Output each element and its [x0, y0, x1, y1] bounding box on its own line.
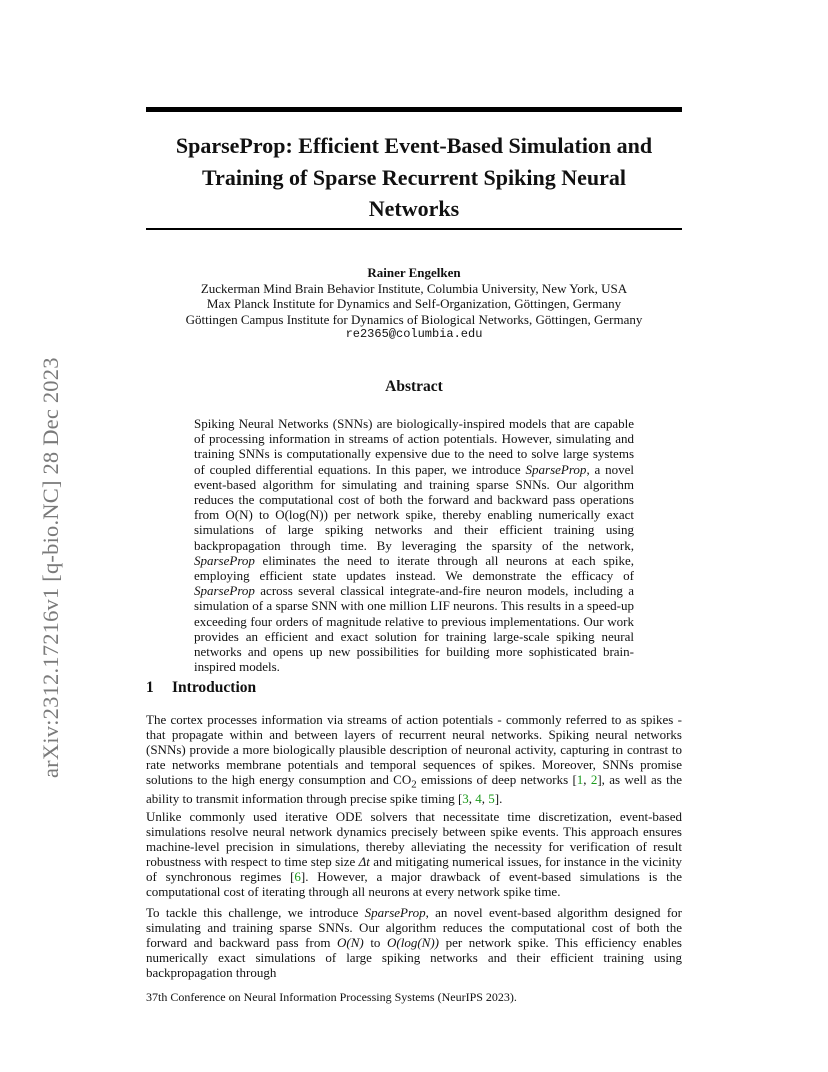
citation-link[interactable]: 1 [576, 771, 584, 787]
citation-link[interactable]: 3 [462, 791, 469, 807]
abstract-text [194, 416, 634, 674]
abstract-text-run: , a novel event-based algorithm for simulating and training sparse SNNs. Our algorithm reduces the computational cost of both the forward and backward pass operations from O(N) to O(log(N)) per network spike, thereby enabling numerically exact simulations of large spiking networks and their efficient training using backpropagation through time. By leveraging the sparsity of the network, [194, 461, 635, 553]
method-name: SparseProp [194, 583, 255, 599]
paragraph-text-run: To tackle this challenge, we introduce [146, 905, 365, 920]
math-expression: O(log(N)) [387, 934, 440, 950]
conference-footnote: 37th Conference on Neural Information Processing Systems (NeurIPS 2023). [146, 990, 517, 1004]
paragraph-text-run: The cortex processes information via streams of action potentials - commonly referred to as spikes - that propagate within and between layers of recurrent neural networks. Spiking neural networks (SNNs) provide a more biologically plausible description of neuronal activity, capturing in contrast to rate networks membrane potentials and temporal sequences of spikes. Moreover, SNNs promise solutions to the high energy consumption and CO [146, 712, 682, 787]
author-affiliation: Göttingen Campus Institute for Dynamics of Biological Networks, Göttingen, Germany [185, 311, 643, 327]
section-heading-introduction [146, 679, 682, 697]
paragraph-text-run: per network spike. This efficiency enables numerically exact simulations of large spiking networks and their efficient training using backpropagation through [146, 934, 682, 980]
title-line: SparseProp: Efficient Event-Based Simulation and [175, 133, 653, 158]
citation-link[interactable]: 6 [294, 868, 301, 884]
abstract-text-run: across several classical integrate-and-fire neuron models, including a simulation of a sparse SNN with one million LIF neurons. This results in a speed-up exceeding four orders of magnitude relative to previous implementations. Our work provides an efficient and exact solution for training large-scale spiking neural networks and opens up new possibilities for building more sophisticated brain-inspired models. [194, 583, 634, 675]
intro-paragraph [146, 810, 682, 899]
intro-paragraph: The cortex processes information via streams of action potentials - commonly referred to as spikes - that propagate within and between layers of recurrent neural networks. Spiking neural networks (SNNs) provide a more biologically plausible description of neuronal activity, capturing in contrast to rate networks membrane potentials and temporal sequences of spikes. Moreover, SNNs promise solutions to the high energy consumption and $CO_2$ emissions of deep networks [1, 2], as well as the ability to transmit information through precise spike timing [3, 4, 5]. [146, 712, 683, 807]
title-line: Networks [368, 196, 460, 221]
author-email[interactable]: re2365@columbia.edu [345, 327, 483, 342]
title-line: Training of Sparse Recurrent Spiking Neural [202, 164, 626, 190]
intro-paragraph [146, 906, 682, 981]
math-expression: O(N) [337, 934, 364, 950]
subscript: 2 [411, 778, 417, 791]
math-expression: Δt [358, 853, 370, 869]
method-name: SparseProp [194, 552, 255, 568]
title-rule-bottom [146, 228, 682, 230]
section-title: Introduction [172, 679, 257, 696]
citation-link[interactable]: 5 [488, 791, 495, 807]
method-name: SparseProp [364, 905, 426, 920]
citation-link[interactable]: 4 [475, 791, 482, 807]
author-affiliation: Max Planck Institute for Dynamics and Self-Organization, Göttingen, Germany [206, 296, 622, 312]
author-affiliation: Zuckerman Mind Brain Behavior Institute, Columbia University, New York, USA [200, 280, 628, 296]
method-name: SparseProp [525, 461, 587, 477]
paragraph-text-run: emissions of deep networks [ [416, 771, 577, 787]
paragraph-text-run: ], as well as the ability to transmit information through precise spike timing [ [146, 771, 683, 807]
author-name: Rainer Engelken [367, 265, 461, 280]
title-rule-top [146, 107, 682, 112]
arxiv-identifier: arXiv:2312.17216v1 [q-bio.NC] 28 Dec 2023 [38, 357, 63, 778]
paragraph-text-run: ]. [494, 791, 503, 807]
paragraph-text-run: Unlike commonly used iterative ODE solvers that necessitate time discretization, event-based simulations resolve neural network dynamics precisely between spike events. This approach ensures machine-level precision in simulations, thereby alleviating the necessity for verification of result robustness with respect to time step size [146, 809, 682, 869]
abstract-text-run: Spiking Neural Networks (SNNs) are biologically-inspired models that are capable of processing information in streams of action potentials. However, simulating and training SNNs is computationally expensive due to the need to solve large systems of coupled differential equations. In this paper, we introduce [194, 416, 634, 477]
citation-link[interactable]: 2 [590, 771, 598, 787]
abstract-text-run: eliminates the need to iterate through all neurons at each spike, employing efficient state updates instead. We demonstrate the efficacy of [194, 552, 634, 584]
paragraph-text-run: ]. However, a major drawback of event-based simulations is the computational cost of iterating through all neurons at every network spike time. [146, 868, 683, 899]
abstract-heading: Abstract [385, 378, 443, 395]
section-number: 1 [146, 679, 154, 696]
author-block [146, 265, 682, 343]
paper-title [146, 130, 682, 225]
paragraph-text-run: to [363, 934, 388, 950]
paragraph-text-run: and mitigating numerical issues, for instance in the vicinity of synchronous regimes [ [146, 853, 682, 884]
paragraph-text-run: , an novel event-based algorithm designed for simulating and training sparse SNNs. Our algorithm reduces the computational cost of both the forward and backward pass from [146, 905, 682, 950]
